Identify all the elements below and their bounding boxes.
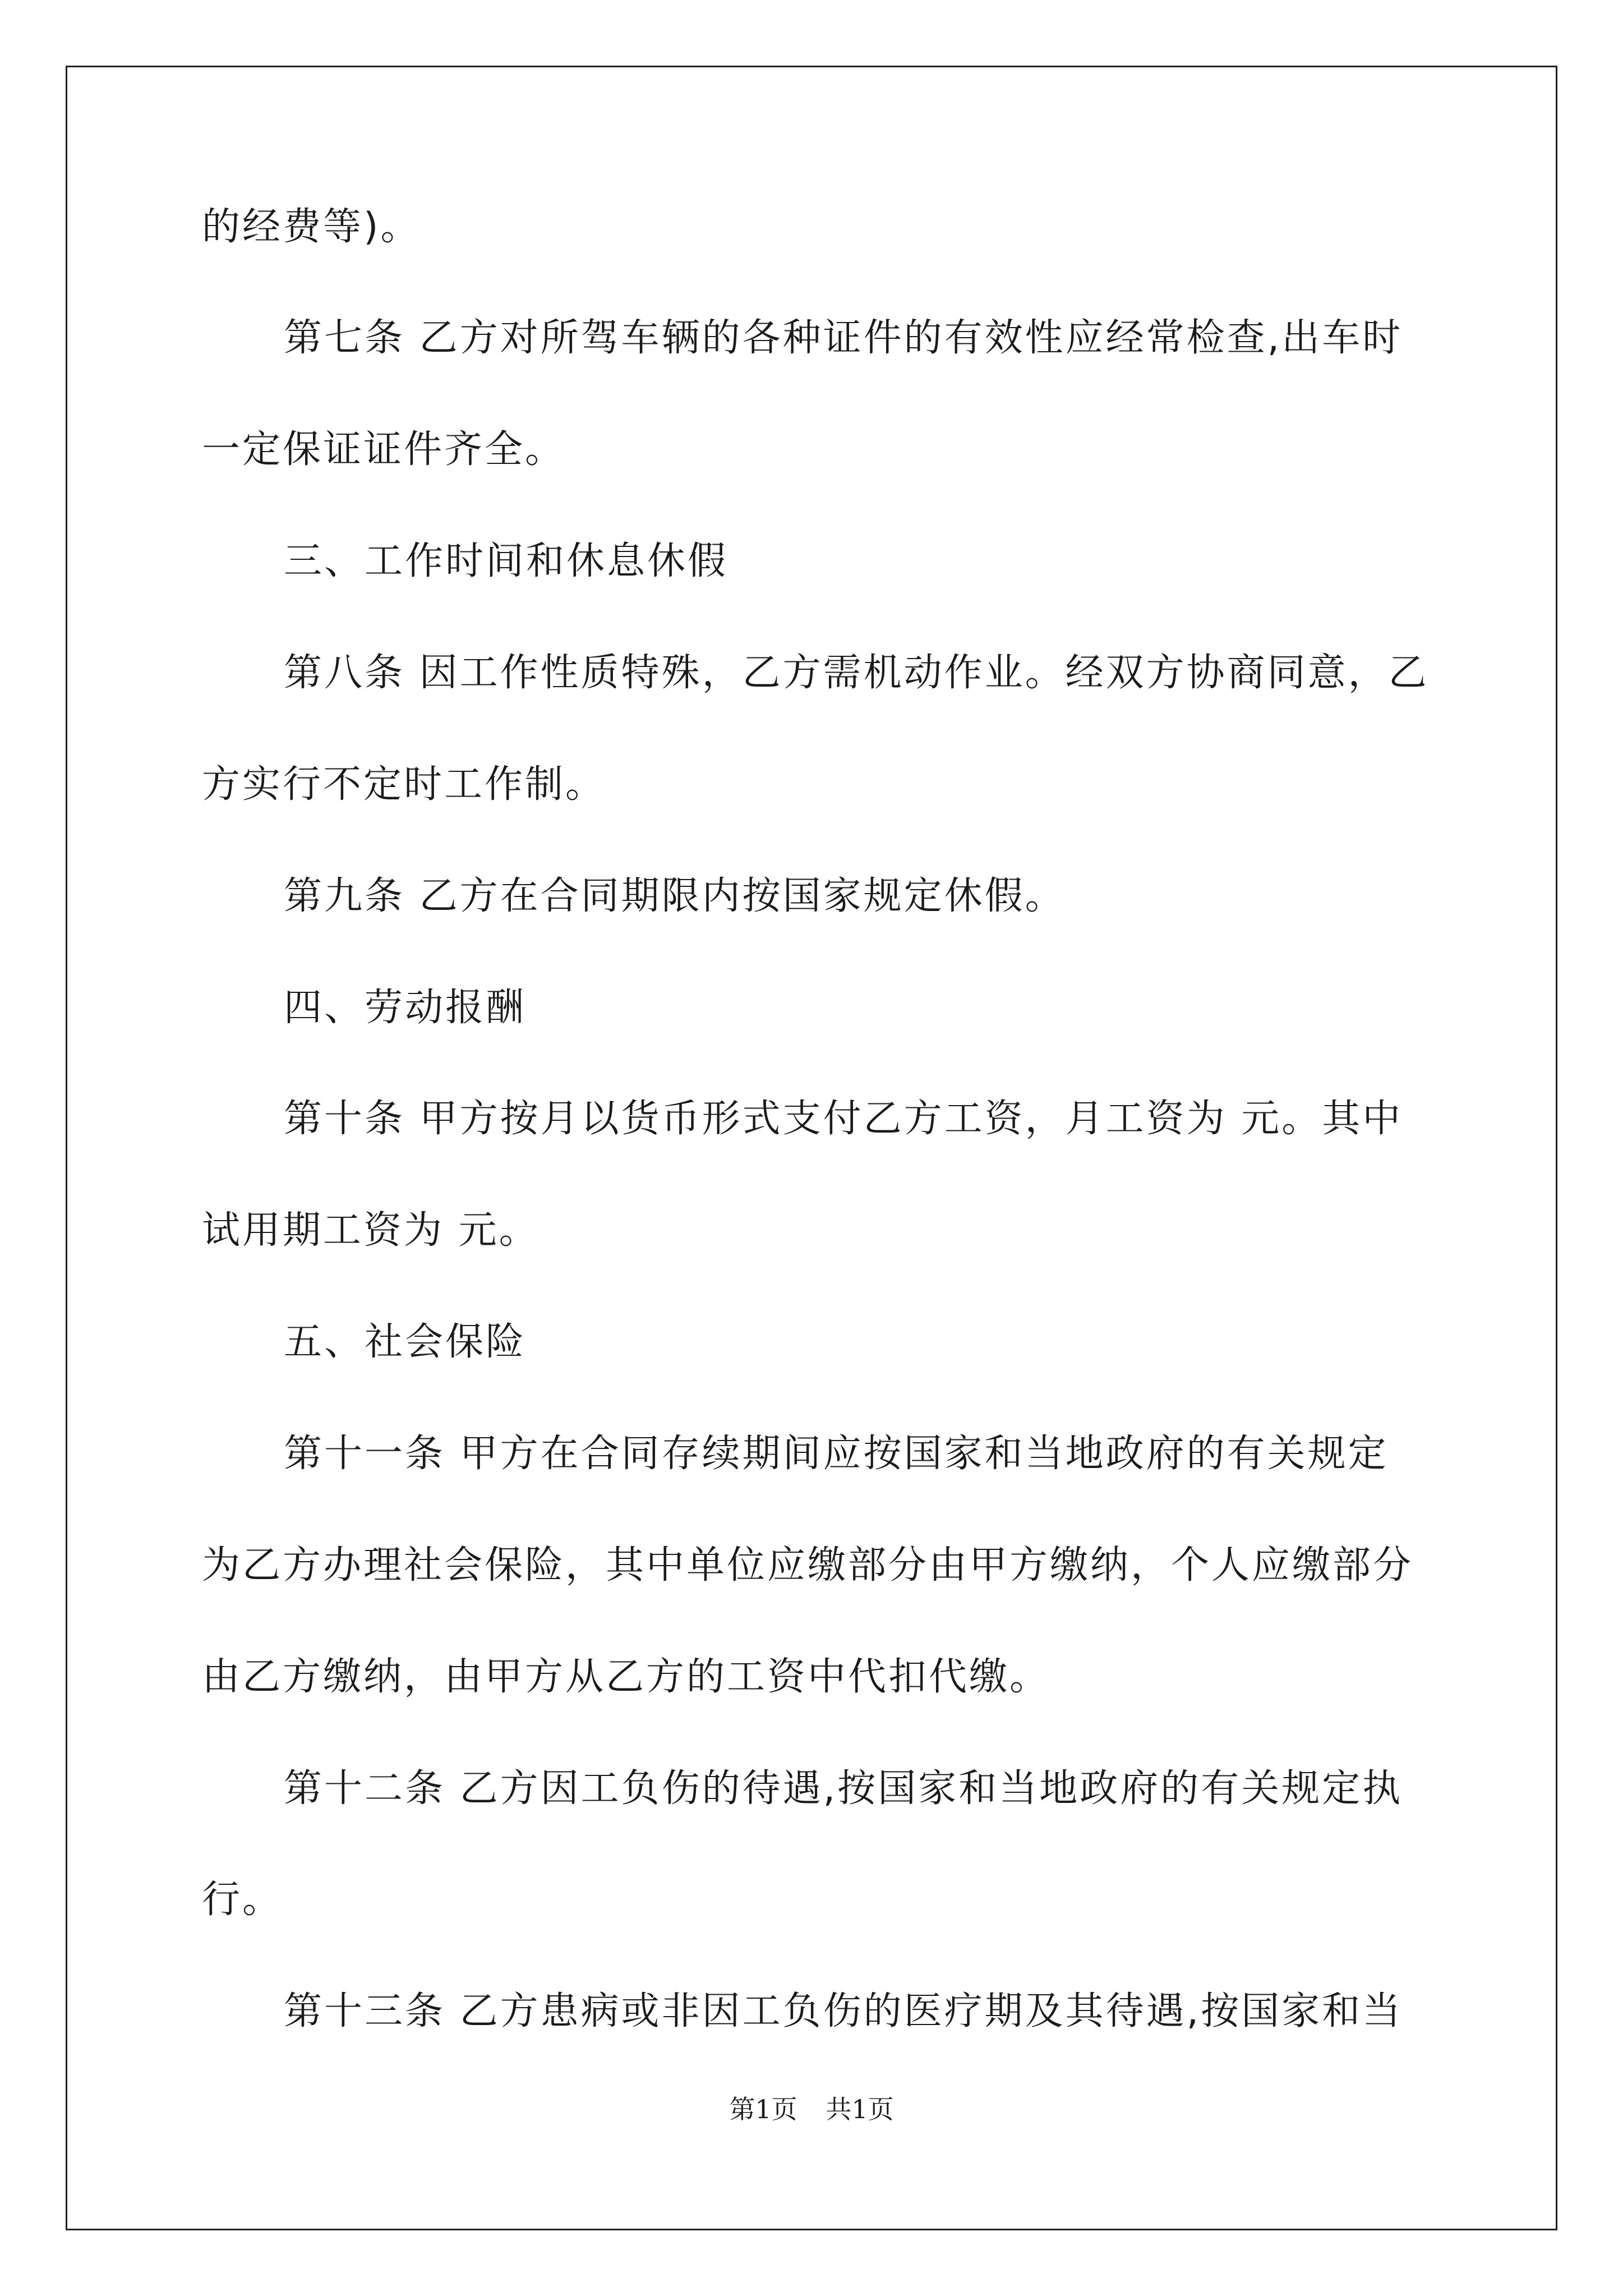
text-line: 第七条 乙方对所驾车辆的各种证件的有效性应经常检查,出车时 (284, 316, 1403, 360)
section-heading: 五、社会保险 (284, 1320, 527, 1364)
page-footer (0, 2092, 1623, 2126)
text-line: 第十条 甲方按月以货币形式支付乙方工资，月工资为 元。其中 (284, 1097, 1403, 1141)
text-line: 试用期工资为 元。 (202, 1208, 540, 1253)
text-line: 方实行不定时工作制。 (202, 762, 606, 807)
page-number-total: 共1页 (826, 2094, 894, 2124)
page-number-current: 第1页 (729, 2094, 797, 2124)
text-line: 为乙方办理社会保险，其中单位应缴部分由甲方缴纳，个人应缴部分 (202, 1543, 1414, 1588)
section-heading: 三、工作时间和休息休假 (284, 539, 728, 583)
page-border (66, 66, 1557, 2230)
text-line: 一定保证证件齐全。 (202, 427, 566, 472)
section-heading: 四、劳动报酬 (284, 986, 527, 1030)
text-line: 第十二条 乙方因工负伤的待遇,按国家和当地政府的有关规定执 (284, 1766, 1403, 1811)
text-line: 由乙方缴纳，由甲方从乙方的工资中代扣代缴。 (202, 1655, 1050, 1699)
text-line: 第十三条 乙方患病或非因工负伤的医疗期及其待遇,按国家和当 (284, 1989, 1403, 2033)
text-line: 行。 (202, 1878, 283, 1922)
text-line: 第九条 乙方在合同期限内按国家规定休假。 (284, 874, 1066, 918)
text-line: 的经费等)。 (202, 205, 421, 249)
text-line: 第十一条 甲方在合同存续期间应按国家和当地政府的有关规定 (284, 1432, 1389, 1476)
text-line: 第八条 因工作性质特殊，乙方需机动作业。经双方协商同意，乙 (284, 651, 1429, 695)
